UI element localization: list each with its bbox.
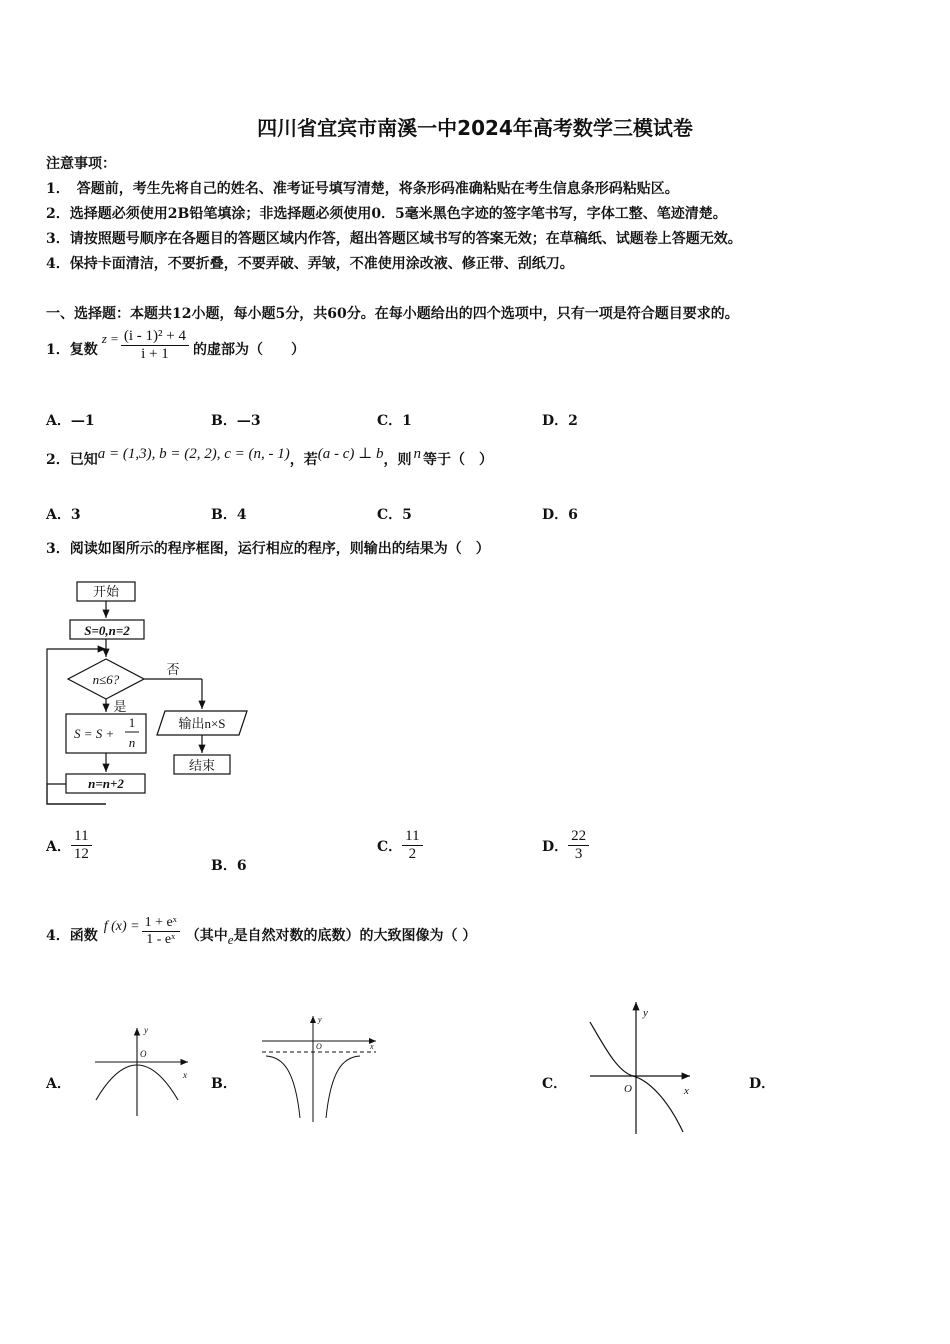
question-2 [46,446,493,469]
q2-condition: (a - c) ⊥ b [317,446,384,462]
q4-mid: （其中 [185,927,228,944]
q4-denominator: 1 - eˣ [142,931,180,948]
q4-suffix: 是自然对数的底数）的大致图像为（ ） [233,927,477,944]
graph-b [258,1010,383,1125]
q3-option-c-den: 2 [402,845,422,863]
q3-option-d [542,828,589,863]
q2-vectors: a = (1,3), b = (2, 2), c = (n, - 1) [97,446,290,462]
flow-assign-den: n [128,735,136,750]
q1-numerator: (i - 1)² + 4 [123,328,186,344]
q4-f: f (x) = [103,918,140,934]
notice-item-4: 4．保持卡面清洁，不要折叠，不要弄破、弄皱，不准使用涂改液、修正带、刮纸刀。 [46,256,574,272]
q2-suffix: 等于（ ） [423,452,493,468]
graph-b-x-label: x [370,1042,374,1051]
q1-fraction [121,328,189,363]
q3-option-c [377,828,423,863]
q3-option-d-den: 3 [568,845,589,863]
q3-option-b: B．6 [211,858,247,874]
notice-item-3: 3．请按照题号顺序在各题目的答题区域内作答，超出答题区域书写的答案无效；在草稿纸、试题卷上答题无效。 [46,231,742,247]
flow-yes-label: 是 [113,699,127,714]
question-3: 3．阅读如图所示的程序框图，运行相应的程序，则输出的结果为（ ） [46,541,490,557]
q1-option-b: B．—3 [211,413,261,429]
q4-numerator: 1 + eˣ [144,915,177,930]
question-4 [46,915,476,948]
flowchart [40,575,255,810]
graph-a-y-label: y [144,1025,148,1035]
q4-option-a: A． [46,1076,71,1092]
notice-item-2: 2．选择题必须使用2B铅笔填涂；非选择题必须使用0．5毫米黑色字迹的签字笔书写，字体工整、笔迹清楚。 [46,206,727,222]
notice-item-1: 1． 答题前，考生先将自己的姓名、准考证号填写清楚，将条形码准确粘贴在考生信息条形码粘贴区。 [46,181,679,197]
q3-option-c-num: 11 [405,828,420,844]
graph-a-x-label: x [183,1070,187,1080]
q4-option-d: D． [749,1076,776,1092]
q4-prefix: 4．函数 [46,927,98,944]
q1-denominator: i + 1 [121,345,189,363]
q4-fraction [142,915,180,948]
q1-suffix: 的虚部为（ ） [192,341,305,358]
q2-prefix: 2．已知 [46,452,98,468]
flow-assign-text: S = S + [74,726,115,741]
q3-option-a-num: 11 [74,828,89,844]
q1-prefix: 1．复数 [46,341,98,358]
q2-option-b: B．4 [211,507,247,523]
q3-option-d-num: 22 [571,828,587,844]
q2-option-d: D．6 [542,507,578,523]
graph-b-y-label: y [318,1015,322,1024]
q2-then: ，则 [383,452,412,468]
graph-c [585,998,695,1138]
graph-c-y-label: y [643,1007,648,1019]
graph-a-origin-label: O [140,1049,147,1059]
flow-init-text: S=0,n=2 [84,623,130,638]
q3-option-a-den: 12 [71,845,92,863]
q1-option-d: D．2 [542,413,578,429]
graph-a [90,1020,200,1120]
q2-option-c: C．5 [377,507,412,523]
q3-option-c-label: C． [377,838,403,855]
q4-option-c: C． [542,1076,568,1092]
notice-heading: 注意事项： [46,156,116,172]
graph-b-origin-label: O [316,1042,322,1051]
page-title: 四川省宜宾市南溪一中2024年高考数学三模试卷 [257,116,693,140]
q2-option-a: A．3 [46,507,81,523]
q1-option-a: A．—1 [46,413,95,429]
q3-option-a-fraction [71,828,92,863]
flow-increment-text: n=n+2 [88,776,124,791]
q3-option-a-label: A． [46,838,71,855]
flow-end-text: 结束 [188,758,216,773]
flow-start-text: 开始 [92,584,120,599]
flow-condition-text: n≤6? [92,672,120,687]
graph-c-origin-label: O [624,1083,632,1095]
q3-option-a [46,828,92,863]
flow-no-label: 否 [166,662,180,677]
q1-option-c: C．1 [377,413,412,429]
q2-mid: ，若 [289,452,318,468]
graph-c-x-label: x [684,1085,689,1097]
q3-option-d-fraction [568,828,589,863]
question-1 [46,328,305,363]
section-heading: 一、选择题：本题共12小题，每小题5分，共60分。在每小题给出的四个选项中，只有一项是符合题目要求的。 [46,306,739,322]
q1-z: z = [101,330,119,346]
q3-option-d-label: D． [542,838,569,855]
q2-n: n [413,446,421,462]
q4-e: e [227,931,234,947]
q3-option-c-fraction [402,828,422,863]
flow-output-text: 输出n×S [178,716,226,731]
q4-option-b: B． [211,1076,237,1092]
flow-assign-num: 1 [128,715,136,730]
